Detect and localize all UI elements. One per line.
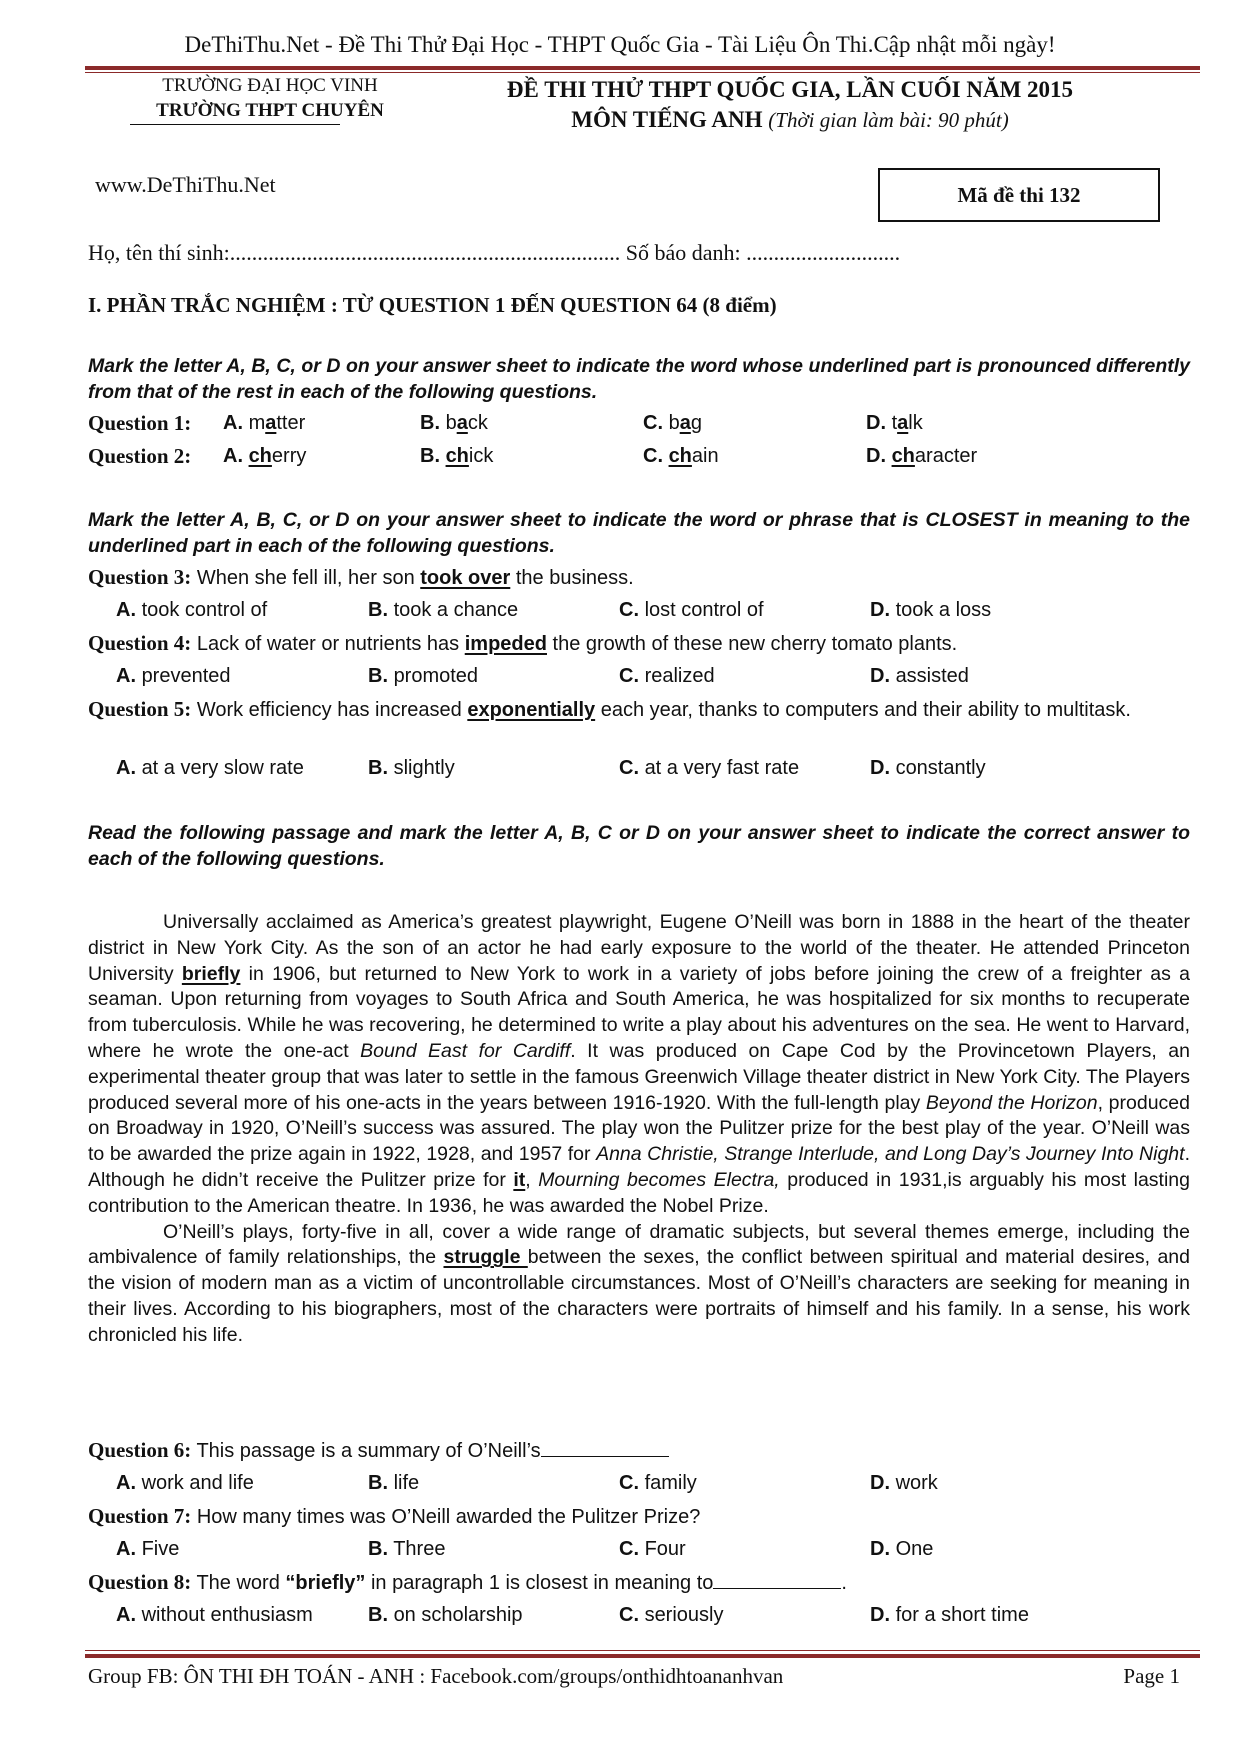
- option-a[interactable]: A. without enthusiasm: [116, 1604, 313, 1626]
- answer-blank: [713, 1571, 841, 1589]
- page-number: Page 1: [1123, 1664, 1180, 1688]
- exam-title-line2: [440, 105, 1140, 135]
- school-name-highschool: TRƯỜNG THPT CHUYÊN: [156, 100, 384, 121]
- candidate-info-row: Họ, tên thí sinh:....................................................................... Số báo danh: ............................: [88, 240, 901, 265]
- option-d[interactable]: D. for a short time: [870, 1604, 1029, 1626]
- underlined-phrase: exponentially: [467, 699, 596, 721]
- option-d[interactable]: D. One: [870, 1538, 934, 1560]
- option-c[interactable]: C. realized: [619, 665, 715, 687]
- option-b[interactable]: B. promoted: [368, 665, 479, 687]
- option-b[interactable]: B. took a chance: [368, 599, 519, 621]
- reading-passage: [88, 910, 1190, 1349]
- exam-code-box: Mã đề thi 132: [878, 168, 1160, 222]
- option-c[interactable]: C. bag: [643, 412, 702, 434]
- question-7: Question 7: How many times was O’Neill awarded the Pulitzer Prize?: [88, 1504, 701, 1528]
- underlined-phrase: took over: [420, 567, 511, 589]
- answer-blank: [541, 1439, 669, 1457]
- header-rule-thick: [85, 66, 1200, 70]
- option-a[interactable]: A. matter: [223, 412, 306, 434]
- question-label: Question 4:: [88, 631, 192, 655]
- option-d[interactable]: D. character: [866, 445, 978, 467]
- question-8: Question 8: The word “briefly” in paragraph 1 is closest in meaning to .: [88, 1570, 847, 1594]
- question-label: Question 2:: [88, 444, 192, 468]
- question-label: Question 3:: [88, 565, 192, 589]
- option-c[interactable]: C. Four: [619, 1538, 686, 1560]
- exam-title: [440, 75, 1140, 135]
- underlined-word-struggle: struggle: [443, 1246, 528, 1269]
- underlined-word-it: it: [513, 1168, 526, 1191]
- option-b[interactable]: B. on scholarship: [368, 1604, 523, 1626]
- option-a[interactable]: A. work and life: [116, 1472, 254, 1494]
- instruction-pronunciation: Mark the letter A, B, C, or D on your answer sheet to indicate the word whose underlined part is pronounced differently from that of the rest in each of the following questions.: [88, 355, 1190, 403]
- option-a[interactable]: A. Five: [116, 1538, 180, 1560]
- question-3-options: [88, 597, 1198, 625]
- footer-rule-thick: [85, 1654, 1200, 1658]
- option-b[interactable]: B. chick: [420, 445, 494, 467]
- question-5-options: [88, 755, 1198, 783]
- option-d[interactable]: D. talk: [866, 412, 923, 434]
- option-b[interactable]: B. life: [368, 1472, 420, 1494]
- option-d[interactable]: D. work: [870, 1472, 938, 1494]
- question-7-options: [88, 1536, 1198, 1564]
- option-b[interactable]: B. back: [420, 412, 488, 434]
- option-c[interactable]: C. chain: [643, 445, 719, 467]
- option-d[interactable]: D. took a loss: [870, 599, 992, 621]
- question-8-options: [88, 1602, 1198, 1630]
- question-1: [88, 410, 1198, 438]
- question-label: Question 6:: [88, 1438, 192, 1462]
- option-a[interactable]: A. took control of: [116, 599, 268, 621]
- question-2: [88, 443, 1198, 471]
- option-d[interactable]: D. assisted: [870, 665, 969, 687]
- subject-name: MÔN TIẾNG ANH: [571, 107, 763, 132]
- passage-paragraph-2: O’Neill’s plays, forty-five in all, cover a wide range of dramatic subjects, but several themes emerge, including the ambivalence of family relationships, the struggle between the sexes, the conflict between spiritual and material desires, and the vision of modern man as a victim of uncontrollable circumstances. Most of O’Neill’s characters are seeking for meaning in their lives. According to his biographers, most of the characters were portraits of himself and his family. In a sense, his work chronicled his life.: [88, 1220, 1191, 1346]
- website-link[interactable]: www.DeThiThu.Net: [95, 172, 276, 197]
- question-6-options: [88, 1470, 1198, 1498]
- option-a[interactable]: A. prevented: [116, 665, 231, 687]
- question-label: Question 7:: [88, 1504, 192, 1528]
- instruction-reading: Read the following passage and mark the letter A, B, C or D on your answer sheet to indicate the correct answer to each of the following questions.: [88, 822, 1190, 870]
- option-c[interactable]: C. lost control of: [619, 599, 764, 621]
- option-b[interactable]: B. slightly: [368, 757, 455, 779]
- footer-rule-thin: [85, 1650, 1200, 1651]
- school-underline: [130, 124, 340, 125]
- option-a[interactable]: A. cherry: [223, 445, 307, 467]
- question-4-options: [88, 663, 1198, 691]
- question-label: Question 5:: [88, 697, 192, 721]
- option-b[interactable]: B. Three: [368, 1538, 446, 1560]
- top-banner: DeThiThu.Net - Đề Thi Thử Đại Học - THPT Quốc Gia - Tài Liệu Ôn Thi.Cập nhật mỗi ngày!: [184, 32, 1056, 57]
- instruction-closest-meaning: Mark the letter A, B, C, or D on your answer sheet to indicate the word or phrase that is CLOSEST in meaning to the underlined part in each of the following questions.: [88, 509, 1190, 557]
- quoted-word: “briefly”: [285, 1572, 366, 1594]
- question-label: Question 1:: [88, 411, 192, 435]
- header-rule-thin: [85, 72, 1200, 73]
- footer-group-link[interactable]: Group FB: ÔN THI ĐH TOÁN - ANH : Facebook.com/groups/onthidhtoananhvan: [88, 1664, 784, 1688]
- option-c[interactable]: C. family: [619, 1472, 697, 1494]
- question-6: Question 6: This passage is a summary of O’Neill’s: [88, 1437, 1198, 1464]
- underlined-phrase: impeded: [464, 633, 547, 655]
- passage-paragraph-1: Universally acclaimed as America’s greatest playwright, Eugene O’Neill was born in 1888 in the heart of the theater district in New York City. As the son of an actor he had early exposure to the world of the theater. He attended Princeton University briefly in 1906, but returned to New York to work in a variety of jobs before joining the crew of a freighter as a seaman. Upon returning from voyages to South Africa and South America, he was hospitalized for six months to recuperate from tuberculosis. While he was recovering, he determined to write a play about his adventures on the sea. He went to Harvard, where he wrote the one-act Bound East for Cardiff. It was produced on Cape Cod by the Provincetown Players, an experimental theater group that was later to settle in the famous Greenwich Village theater district in New York City. The Players produced several more of his one-acts in the years between 1916-1920. With the full-length play Beyond the Horizon, produced on Broadway in 1920, O’Neill’s success was assured. The play won the Pulitzer prize for the best play of the year. O’Neill was to be awarded the prize again in 1922, 1928, and 1957 for Anna Christie, Strange Interlude, and Long Day’s Journey Into Night. Although he didn’t receive the Pulitzer prize for it, Mourning becomes Electra, produced in 1931,is arguably his most lasting contribution to the American theatre. In 1936, he was awarded the Nobel Prize.: [88, 911, 1190, 1217]
- section-title: I. PHẦN TRẮC NGHIỆM : TỪ QUESTION 1 ĐẾN QUESTION 64 (8 điểm): [88, 293, 777, 317]
- underlined-word-briefly: briefly: [181, 962, 241, 985]
- exam-duration: (Thời gian làm bài: 90 phút): [768, 108, 1009, 132]
- exam-title-line1: ĐỀ THI THỬ THPT QUỐC GIA, LẦN CUỐI NĂM 2015: [506, 77, 1074, 102]
- option-a[interactable]: A. at a very slow rate: [116, 757, 304, 779]
- question-5: Question 5: Work efficiency has increased exponentially each year, thanks to computers and their ability to multitask.: [88, 697, 1131, 721]
- option-d[interactable]: D. constantly: [870, 757, 986, 779]
- option-c[interactable]: C. at a very fast rate: [619, 757, 800, 779]
- option-c[interactable]: C. seriously: [619, 1604, 724, 1626]
- school-name-university: TRƯỜNG ĐẠI HỌC VINH: [162, 75, 378, 96]
- question-3: Question 3: When she fell ill, her son took over the business.: [88, 565, 634, 589]
- question-4: Question 4: Lack of water or nutrients has impeded the growth of these new cherry tomato plants.: [88, 631, 958, 655]
- question-label: Question 8:: [88, 1570, 192, 1594]
